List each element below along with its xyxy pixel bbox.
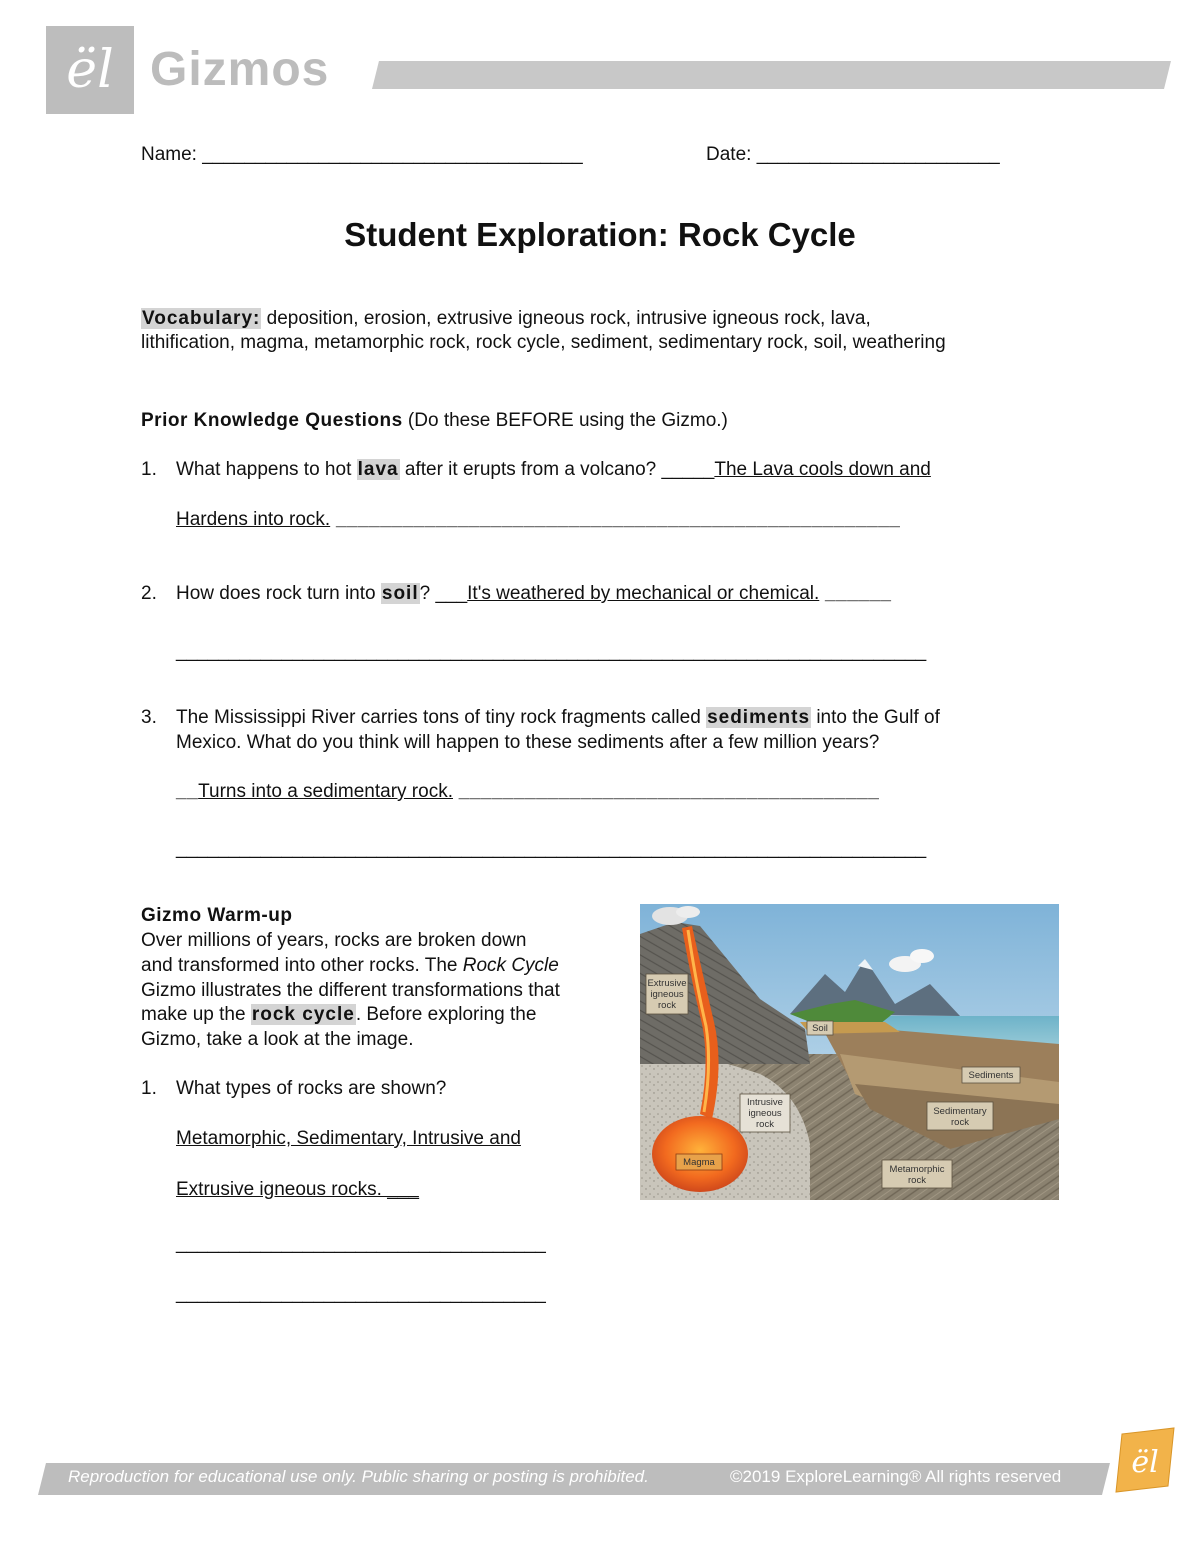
label-text: rock xyxy=(908,1175,926,1186)
answer-text: Extrusive igneous rocks. ___ xyxy=(176,1179,419,1200)
answer-blank: ___________________________________________________ xyxy=(330,509,901,530)
label-text: Intrusive xyxy=(747,1097,783,1108)
question-number: 1. xyxy=(141,459,157,480)
warmup-line-5: Gizmo, take a look at the image. xyxy=(141,1029,414,1050)
warmup-text: make up the xyxy=(141,1004,251,1025)
footer-copyright: ©2019 ExploreLearning® All rights reserved xyxy=(730,1467,1062,1486)
warmup-line-1: Over millions of years, rocks are broken down xyxy=(141,930,527,951)
brand-name: Gizmos xyxy=(150,43,330,96)
header-bar xyxy=(372,61,1171,89)
answer-blank: ______ xyxy=(819,583,892,604)
vocabulary-line-1 xyxy=(141,307,871,331)
label-text: Sedimentary xyxy=(933,1106,987,1117)
question-text: What happens to hot xyxy=(176,459,357,480)
prior-knowledge-note: (Do these BEFORE using the Gizmo.) xyxy=(402,410,728,431)
answer-blank-line: _______________________________________________________________________ xyxy=(176,641,927,662)
warmup-question-1 xyxy=(141,1077,446,1101)
footer-notice: Reproduction for educational use only. Public sharing or posting is prohibited. xyxy=(68,1467,649,1486)
question-text: The Mississippi River carries tons of tiny rock fragments called xyxy=(176,707,707,728)
answer-blank-line: ___________________________________ xyxy=(176,1233,546,1254)
label-text: Sediments xyxy=(968,1070,1014,1081)
label-metamorphic-rock xyxy=(882,1160,952,1188)
label-text: rock xyxy=(756,1119,774,1130)
date-field: Date: _______________________ xyxy=(706,144,1000,165)
answer-blank: ______________________________________ xyxy=(452,781,880,802)
prior-knowledge-heading: Prior Knowledge Questions xyxy=(141,410,403,431)
label-magma xyxy=(676,1154,722,1170)
question-text: What types of rocks are shown? xyxy=(176,1078,447,1099)
question-text: after it erupts from a volcano? _____ xyxy=(399,459,715,480)
label-text: Metamorphic xyxy=(889,1164,945,1175)
question-3-answer-line xyxy=(176,780,879,804)
name-field: Name: ____________________________________ xyxy=(141,144,583,165)
keyword-lava: lava xyxy=(357,459,399,480)
answer-blank-line: ___________________________________ xyxy=(176,1283,546,1304)
label-text: Magma xyxy=(683,1157,715,1168)
answer-text: The Lava cools down and xyxy=(714,459,931,480)
keyword-sediments: sediments xyxy=(707,707,811,728)
label-text: rock xyxy=(658,1000,676,1011)
prior-knowledge-heading-line xyxy=(141,409,728,433)
label-text: rock xyxy=(951,1117,969,1128)
label-soil xyxy=(807,1021,833,1035)
label-text: Extrusive xyxy=(647,978,687,989)
question-1 xyxy=(141,458,931,482)
label-text: igneous xyxy=(748,1108,782,1119)
question-3 xyxy=(141,706,940,730)
question-number: 3. xyxy=(141,707,157,728)
warmup-line-3: Gizmo illustrates the different transformations that xyxy=(141,980,560,1001)
question-3-line-2: Mexico. What do you think will happen to these sediments after a few million years? xyxy=(176,732,880,753)
warmup-line-4 xyxy=(141,1003,536,1027)
warmup-text: and transformed into other rocks. The xyxy=(141,955,463,976)
answer-text: Hardens into rock. xyxy=(176,509,331,530)
answer-text: It's weathered by mechanical or chemical. xyxy=(467,583,820,604)
question-text: How does rock turn into xyxy=(176,583,381,604)
vocabulary-line-2: lithification, magma, metamorphic rock, rock cycle, sediment, sedimentary rock, soil, weathering xyxy=(141,332,946,353)
answer-blank: __ xyxy=(176,781,199,802)
question-number: 1. xyxy=(141,1078,157,1099)
label-text: igneous xyxy=(650,989,684,1000)
answer-text: Metamorphic, Sedimentary, Intrusive and xyxy=(176,1128,521,1149)
warmup-heading: Gizmo Warm-up xyxy=(141,905,293,926)
keyword-soil: soil xyxy=(381,583,419,604)
warmup-text: . Before exploring the xyxy=(355,1004,537,1025)
question-number: 2. xyxy=(141,583,157,604)
answer-blank-line: _______________________________________________________________________ xyxy=(176,838,927,859)
footer-logo-glyph: ël xyxy=(1131,1445,1159,1480)
explorelearning-footer-logo-icon xyxy=(1108,1424,1180,1496)
label-extrusive-igneous-rock xyxy=(646,974,688,1014)
vocabulary-label: Vocabulary: xyxy=(142,308,261,329)
warmup-line-2 xyxy=(141,954,559,978)
rock-cycle-illustration xyxy=(640,904,1059,1200)
page-title: Student Exploration: Rock Cycle xyxy=(344,216,856,253)
rock-cycle-italic: Rock Cycle xyxy=(462,955,559,976)
vocabulary-terms-1: deposition, erosion, extrusive igneous rock, intrusive igneous rock, lava, xyxy=(261,308,871,329)
answer-text: Turns into a sedimentary rock. xyxy=(198,781,453,802)
question-1-answer-line xyxy=(176,508,900,532)
keyword-rock-cycle: rock cycle xyxy=(251,1004,355,1025)
label-sediments xyxy=(962,1067,1020,1083)
label-intrusive-igneous-rock xyxy=(740,1094,790,1132)
logo-glyph: ël xyxy=(66,40,114,100)
question-text: into the Gulf of xyxy=(811,707,940,728)
label-sedimentary-rock xyxy=(927,1102,993,1130)
explorelearning-logo xyxy=(46,26,134,114)
question-2 xyxy=(141,582,891,606)
label-text: Soil xyxy=(812,1023,828,1034)
question-text: ? ___ xyxy=(419,583,468,604)
